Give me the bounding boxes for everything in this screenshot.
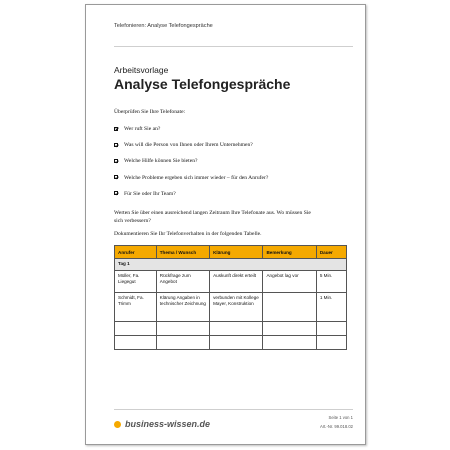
- table-cell[interactable]: [156, 336, 209, 350]
- column-header-bemerkung: Bemerkung: [263, 246, 316, 259]
- checklist: [114, 126, 268, 207]
- doc-subtitle: Arbeitsvorlage: [114, 65, 169, 75]
- table-cell[interactable]: verbunden mit Kollege Mayer, Konstruktion: [210, 293, 263, 322]
- checkbox-icon[interactable]: [114, 143, 118, 147]
- table-row-empty: [115, 322, 347, 336]
- checklist-item-label: Für Sie oder Ihr Team?: [124, 190, 176, 197]
- table-cell[interactable]: [156, 322, 209, 336]
- doc-title: Analyse Telefongespräche: [114, 76, 291, 92]
- column-header-dauer: Dauer: [316, 246, 346, 259]
- checkbox-icon[interactable]: [114, 175, 118, 179]
- table-cell[interactable]: [263, 322, 316, 336]
- table-row-empty: [115, 336, 347, 350]
- checklist-item: [114, 175, 268, 191]
- running-header: Telefonieren: Analyse Telefongespräche: [114, 23, 213, 29]
- day-label: Tag 1: [115, 259, 347, 271]
- footer-divider: [114, 409, 353, 410]
- table-row: [115, 271, 347, 293]
- checklist-item: [114, 126, 268, 142]
- checklist-item: [114, 142, 268, 158]
- table-cell[interactable]: Auskunft direkt erteilt: [210, 271, 263, 293]
- table-row: [115, 293, 347, 322]
- checklist-item-label: Welche Probleme ergeben sich immer wieder – für den Anrufer?: [124, 174, 269, 181]
- checklist-item-label: Wer ruft Sie an?: [124, 126, 161, 132]
- table-cell[interactable]: 1 Min.: [316, 293, 346, 322]
- brand-name: business-wissen.de: [125, 419, 211, 429]
- article-number: Art.-Nr. 99.018.02: [319, 424, 353, 429]
- table-cell[interactable]: [115, 336, 157, 350]
- checkbox-icon[interactable]: [114, 159, 118, 163]
- brand-logo: [114, 419, 210, 429]
- column-header-klaerung: Klärung: [210, 246, 263, 259]
- checkbox-icon[interactable]: [114, 191, 118, 195]
- call-log-table: [114, 245, 347, 350]
- table-cell[interactable]: [263, 293, 316, 322]
- document-page: [85, 4, 366, 445]
- checklist-item: [114, 158, 268, 174]
- table-cell[interactable]: Müller, Fa. Liegegut: [115, 271, 157, 293]
- table-cell[interactable]: [115, 322, 157, 336]
- table-cell[interactable]: Klärung Angaben in technischer Zeichnung: [156, 293, 209, 322]
- paragraph-evaluate: Werten Sie über einen ausreichend langen Zeitraum Ihre Telefonate aus. Wo müssen Sie sich verbessern?: [114, 210, 311, 225]
- table-cell[interactable]: [316, 336, 346, 350]
- table-cell[interactable]: Angebot lag vor: [263, 271, 316, 293]
- table-cell[interactable]: Rückfrage zum Angebot: [156, 271, 209, 293]
- intro-text: Überprüfen Sie Ihre Telefonate:: [114, 109, 186, 115]
- column-header-thema: Thema / Wunsch: [156, 246, 209, 259]
- paragraph-document: Dokumentieren Sie Ihr Telefonverhalten in der folgenden Tabelle.: [114, 231, 262, 237]
- checklist-item-label: Was will die Person von Ihnen oder Ihrem Unternehmen?: [124, 142, 253, 149]
- page-number: Seite 1 von 1: [328, 415, 353, 420]
- header-divider: [114, 46, 353, 47]
- checklist-item: [114, 191, 268, 207]
- table-header-row: [115, 246, 347, 259]
- table-cell[interactable]: [210, 322, 263, 336]
- table-cell[interactable]: 5 Min.: [316, 271, 346, 293]
- checklist-item-label: Welche Hilfe können Sie bieten?: [124, 158, 198, 165]
- table-cell[interactable]: [263, 336, 316, 350]
- checkbox-icon[interactable]: [114, 127, 118, 131]
- table-cell[interactable]: [210, 336, 263, 350]
- table-cell[interactable]: [316, 322, 346, 336]
- table-cell[interactable]: Schmidt, Fa. Trimm: [115, 293, 157, 322]
- brand-dot-icon: [114, 421, 121, 428]
- column-header-anrufer: Anrufer: [115, 246, 157, 259]
- table-day-row: [115, 259, 347, 271]
